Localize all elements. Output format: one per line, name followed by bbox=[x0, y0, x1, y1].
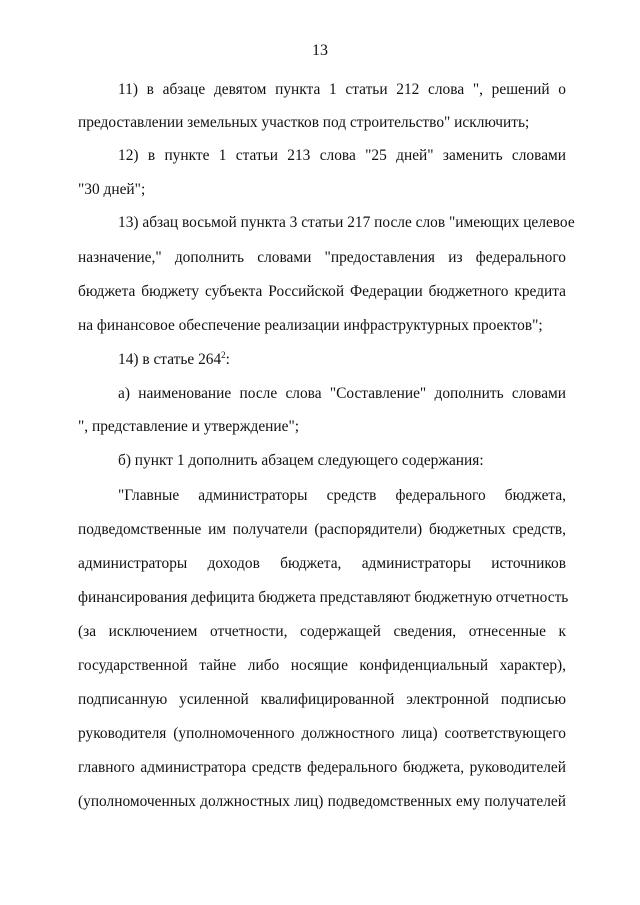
text-line-13: "Главные администраторы средств федерального бюджета, bbox=[118, 487, 566, 504]
text-line-9-suffix: : bbox=[225, 351, 230, 368]
text-line-18: государственной тайне либо носящие конфиденциальный характер), bbox=[78, 657, 566, 674]
text-line-12: б) пункт 1 дополнить абзацем следующего содержания: bbox=[118, 452, 484, 469]
text-line-9-prefix: 14) в статье 264 bbox=[118, 351, 222, 368]
page-number: 13 bbox=[312, 42, 328, 59]
text-line-11: ", представление и утверждение"; bbox=[78, 418, 300, 435]
text-line-2: предоставлении земельных участков под строительство" исключить; bbox=[78, 114, 530, 131]
text-line-9 bbox=[118, 350, 566, 370]
text-line-14: подведомственные им получатели (распорядители) бюджетных средств, bbox=[78, 521, 566, 538]
text-line-22: (уполномоченных должностных лиц) подведомственных ему получателей bbox=[78, 793, 566, 810]
text-line-7: бюджета бюджету субъекта Российской Федерации бюджетного кредита bbox=[78, 283, 566, 300]
text-line-4: "30 дней"; bbox=[78, 181, 146, 198]
text-line-21: главного администратора средств федерального бюджета, руководителей bbox=[78, 759, 566, 776]
text-line-19: подписанную усиленной квалифицированной электронной подписью bbox=[78, 691, 566, 708]
text-line-10: а) наименование после слова "Составление" дополнить словами bbox=[118, 385, 566, 402]
text-line-17: (за исключением отчетности, содержащей сведения, отнесенные к bbox=[78, 623, 566, 640]
text-line-3: 12) в пункте 1 статьи 213 слова "25 дней" заменить словами bbox=[118, 147, 566, 164]
text-line-15: администраторы доходов бюджета, администраторы источников bbox=[78, 555, 566, 572]
text-line-8: на финансовое обеспечение реализации инфраструктурных проектов"; bbox=[78, 317, 543, 334]
text-line-20: руководителя (уполномоченного должностного лица) соответствующего bbox=[78, 725, 566, 742]
text-line-16: финансирования дефицита бюджета представляют бюджетную отчетность bbox=[78, 589, 569, 606]
text-line-1: 11) в абзаце девятом пункта 1 статьи 212 слова ", решений о bbox=[118, 81, 566, 98]
text-line-6: назначение," дополнить словами "предоставления из федерального bbox=[78, 249, 566, 266]
superscript: 2 bbox=[221, 350, 226, 360]
text-line-5: 13) абзац восьмой пункта 3 статьи 217 после слов "имеющих целевое bbox=[118, 214, 575, 231]
